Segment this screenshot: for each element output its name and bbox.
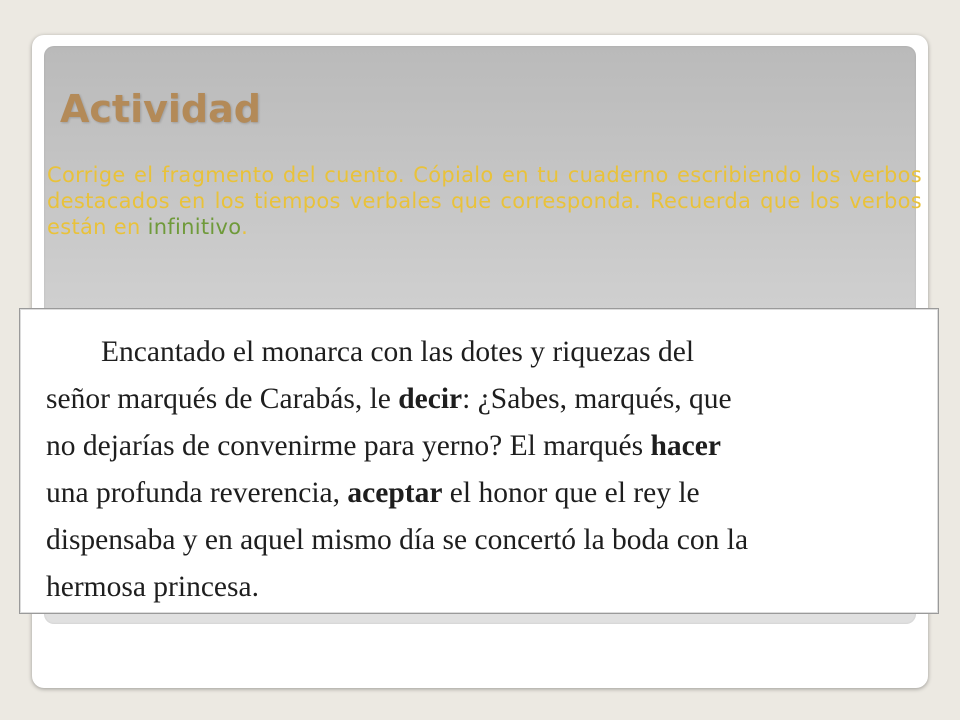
excerpt-line-2-start: señor marqués de Carabás, le [46, 383, 399, 415]
instructions-main: Corrige el fragmento del cuento. Cópialo en tu cuaderno escribiendo los verbos destacados en los tiempos verbales que corresponda. Recuerda que los verbos están en [47, 163, 922, 239]
excerpt-line-6: hermosa princesa. [46, 571, 259, 603]
excerpt-line-3 [46, 423, 748, 470]
excerpt-line-4 [46, 470, 748, 517]
instructions-highlight: infinitivo [147, 215, 242, 239]
instructions-end: . [241, 215, 249, 239]
excerpt-line-2-end: : ¿Sabes, marqués, que [462, 383, 732, 415]
excerpt-line-3-start: no dejarías de convenirme para yerno? El marqués [46, 430, 651, 462]
story-excerpt-box [19, 308, 939, 614]
instructions-text [47, 162, 922, 240]
story-excerpt [46, 329, 748, 611]
excerpt-line-4-start: una profunda reverencia, [46, 477, 348, 509]
verb-decir: decir [398, 383, 463, 415]
excerpt-line-4-end: el honor que el rey le [442, 477, 700, 509]
excerpt-line-5: dispensaba y en aquel mismo día se concertó la boda con la [46, 524, 749, 556]
excerpt-line-2 [46, 376, 748, 423]
slide-title: Actividad [60, 87, 261, 131]
verb-hacer: hacer [650, 430, 721, 462]
verb-aceptar: aceptar [347, 477, 443, 509]
excerpt-line-1: Encantado el monarca con las dotes y riquezas del [101, 336, 695, 368]
